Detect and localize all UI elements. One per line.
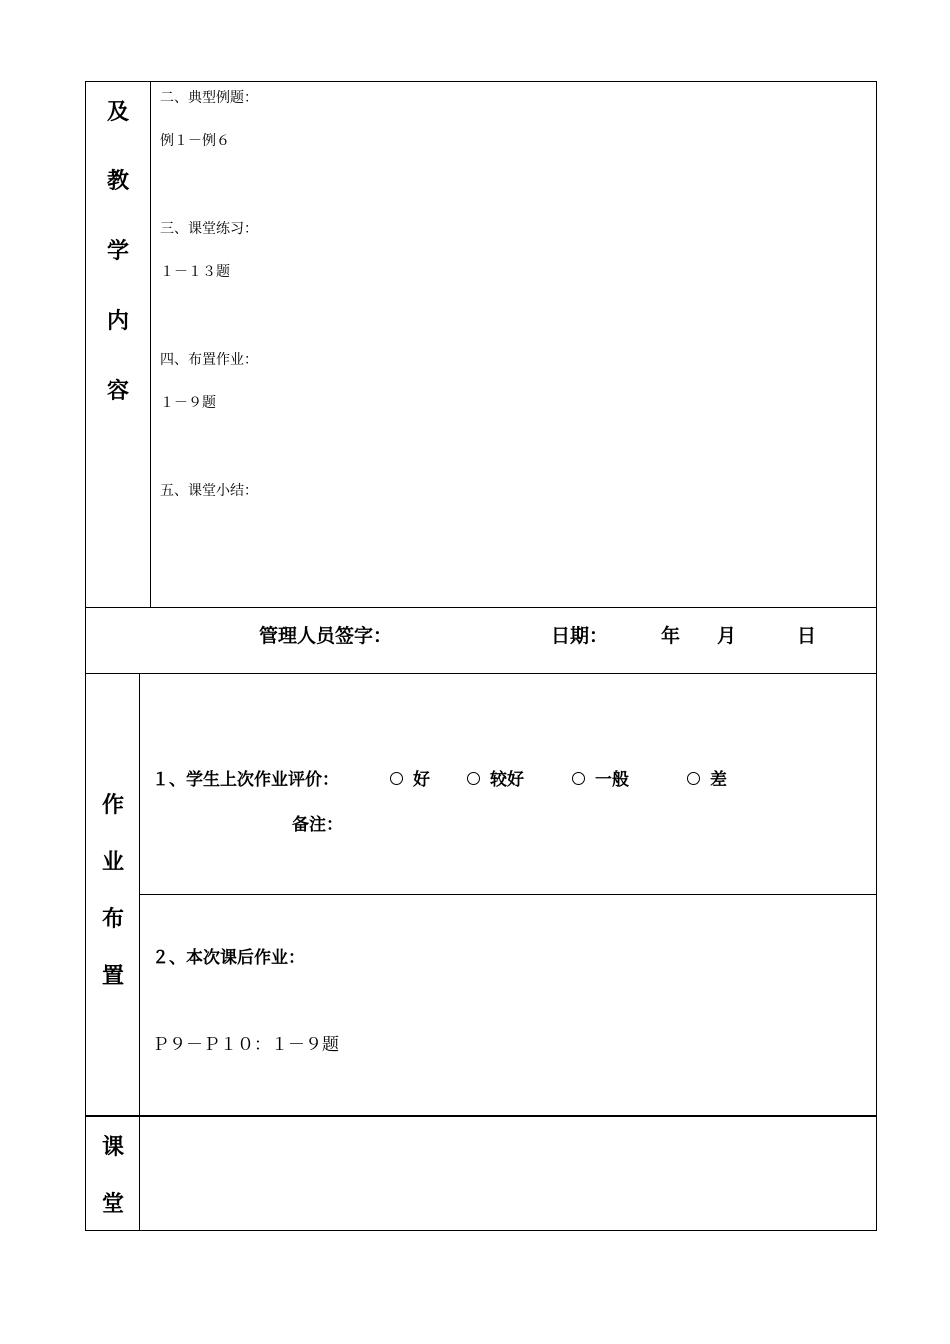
radio-circle-icon bbox=[572, 772, 585, 785]
side-label-char: 课 bbox=[101, 1135, 124, 1160]
class-summary-heading: 五、课堂小结： bbox=[160, 483, 258, 499]
side-label-char: 教 bbox=[106, 169, 129, 194]
typical-examples-heading: 二、典型例题： bbox=[160, 90, 258, 106]
radio-circle-icon bbox=[687, 772, 700, 785]
option-label: 一般 bbox=[595, 770, 629, 790]
year-label: 年 bbox=[661, 625, 681, 647]
side-label-char: 及 bbox=[106, 100, 129, 125]
radio-circle-icon bbox=[467, 772, 480, 785]
side-label-char: 学 bbox=[106, 239, 129, 264]
assignment-content: Ｐ９－Ｐ１０：１－９题 bbox=[152, 1035, 339, 1055]
side-label-char: 置 bbox=[101, 964, 124, 989]
manager-signature-label: 管理人员签字： bbox=[259, 625, 393, 647]
homework-row-divider bbox=[139, 894, 876, 895]
day-label: 日 bbox=[797, 625, 817, 647]
homework-content: １－９题 bbox=[160, 395, 216, 411]
evaluation-option-average[interactable] bbox=[572, 765, 629, 790]
class-practice-content: １－１３题 bbox=[160, 264, 230, 280]
class-practice-heading: 三、课堂练习： bbox=[160, 221, 258, 237]
homework-heading: 四、布置作业： bbox=[160, 352, 258, 368]
remark-label: 备注： bbox=[292, 815, 343, 835]
evaluation-option-good[interactable] bbox=[390, 765, 430, 790]
radio-circle-icon bbox=[390, 772, 403, 785]
month-label: 月 bbox=[717, 625, 737, 647]
side-label-char: 内 bbox=[106, 309, 129, 334]
evaluation-label: １、学生上次作业评价： bbox=[152, 770, 339, 790]
side-label-char: 业 bbox=[101, 850, 124, 875]
evaluation-option-poor[interactable] bbox=[687, 765, 727, 790]
option-label: 好 bbox=[413, 770, 430, 790]
classroom-section bbox=[85, 1115, 877, 1231]
side-label-char: 布 bbox=[101, 907, 124, 932]
side-label-char: 堂 bbox=[101, 1192, 124, 1217]
classroom-divider bbox=[139, 1115, 140, 1230]
side-label-char: 作 bbox=[101, 793, 124, 818]
side-label-char: 容 bbox=[106, 379, 129, 404]
evaluation-option-fairly-good[interactable] bbox=[467, 765, 524, 790]
signature-row bbox=[85, 607, 877, 674]
teaching-content-section bbox=[85, 81, 877, 608]
typical-examples-content: 例１－例６ bbox=[160, 133, 230, 149]
option-label: 较好 bbox=[490, 770, 524, 790]
assignment-label: ２、本次课后作业： bbox=[152, 948, 305, 968]
option-label: 差 bbox=[710, 770, 727, 790]
date-label: 日期： bbox=[551, 625, 609, 647]
teaching-content-divider bbox=[150, 81, 151, 607]
